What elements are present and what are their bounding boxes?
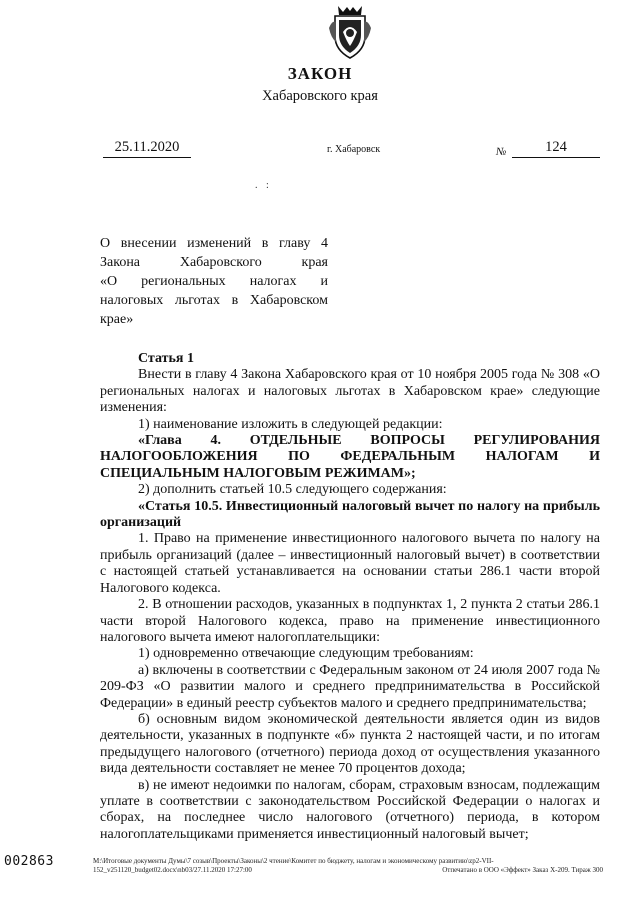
scan-dots: . : xyxy=(255,180,272,191)
law-region: Хабаровского края xyxy=(262,88,378,104)
paragraph: Внести в главу 4 Закона Хабаровского края от 10 ноября 2005 года № 308 «О региональных налогах и налоговых льготах в Хабаровском крае» следующие изменения: xyxy=(100,367,600,416)
paragraph: в) не имеют недоимки по налогам, сборам, страховым взносам, подлежащим уплате в соответствии с законодательством Российской Федерации о налогах и сборах, на последнее число налогового (отчетного) периода, в котором налогоплательщиками применяется инвестиционный налоговый вычет; xyxy=(100,777,600,842)
subject-line: «О региональных налогах и xyxy=(100,274,328,289)
paragraph: 2) дополнить статьей 10.5 следующего содержания: xyxy=(138,482,447,498)
article-1-title: Статья 1 xyxy=(138,351,194,366)
coat-of-arms-emblem xyxy=(327,2,373,60)
subject-line: крае» xyxy=(100,312,134,327)
footer-file-path xyxy=(93,857,603,874)
paragraph: 1) наименование изложить в следующей редакции: xyxy=(138,416,443,432)
paragraph: б) основным видом экономической деятельности является один из видов деятельности, указанных в подпункте «б» пункта 2 настоящей части, и по итогам предыдущего налогового (отчетного) периода доход от осуществления указанного вида деятельности составляет не менее 70 процентов дохода; xyxy=(100,711,600,777)
footer-path-line: M:\Итоговые документы Думы\7 созыв\Проекты\Законы\2 чтение\Комитет по бюджету, налогам и экономическому развитию\zp2-VII- xyxy=(93,857,494,865)
paragraph: 1. Право на применение инвестиционного налогового вычета по налогу на прибыль организаций (далее – инвестиционный налоговый вычет) в соответствии с настоящей статьей устанавливается на основании статьи 286.1 части второй Налогового кодекса. xyxy=(100,531,600,596)
paragraph: 1) одновременно отвечающие следующим требованиям: xyxy=(138,646,474,662)
article-10-5-title: «Статья 10.5. Инвестиционный налоговый вычет по налогу на прибыль организаций xyxy=(100,498,600,531)
law-body xyxy=(100,351,600,843)
footer-printer: Отпечатано в ООО «Эффект» Заказ Х-209. Тираж 300 xyxy=(442,865,603,874)
chapter-title-quote: «Глава 4. ОТДЕЛЬНЫЕ ВОПРОСЫ РЕГУЛИРОВАНИЯ НАЛОГООБЛОЖЕНИЯ ПО ФЕДЕРАЛЬНЫМ НАЛОГАМ И СПЕЦИАЛЬНЫМ НАЛОГОВЫМ РЕЖИМАМ»; xyxy=(100,433,600,481)
subject-line: налоговых льготах в Хабаровском xyxy=(100,293,328,308)
subject-line: О внесении изменений в главу 4 xyxy=(100,236,328,251)
number-sign: № xyxy=(496,146,507,158)
law-title: ЗАКОН xyxy=(287,64,353,83)
paragraph: 2. В отношении расходов, указанных в подпунктах 1, 2 пункта 2 статьи 286.1 части второй Налогового кодекса, право на применение инвестиционного налогового вычета имеют налогоплательщики: xyxy=(100,597,600,645)
law-city: г. Хабаровск xyxy=(327,144,381,155)
law-number: 124 xyxy=(512,139,600,158)
footer-path-line: 152_v251120_budget02.docx\nb03/27.11.2020 17:27:00 xyxy=(93,865,252,874)
law-subject xyxy=(100,234,328,329)
law-date: 25.11.2020 xyxy=(103,139,191,158)
document-stamp-number: 002863 xyxy=(4,854,54,869)
subject-line: Закона Хабаровского края xyxy=(100,255,328,270)
paragraph: а) включены в соответствии с Федеральным законом от 24 июля 2007 года № 209-ФЗ «О развитии малого и среднего предпринимательства в Российской Федерации» в единый реестр субъектов малого и среднего предпринимательства; xyxy=(100,662,600,711)
